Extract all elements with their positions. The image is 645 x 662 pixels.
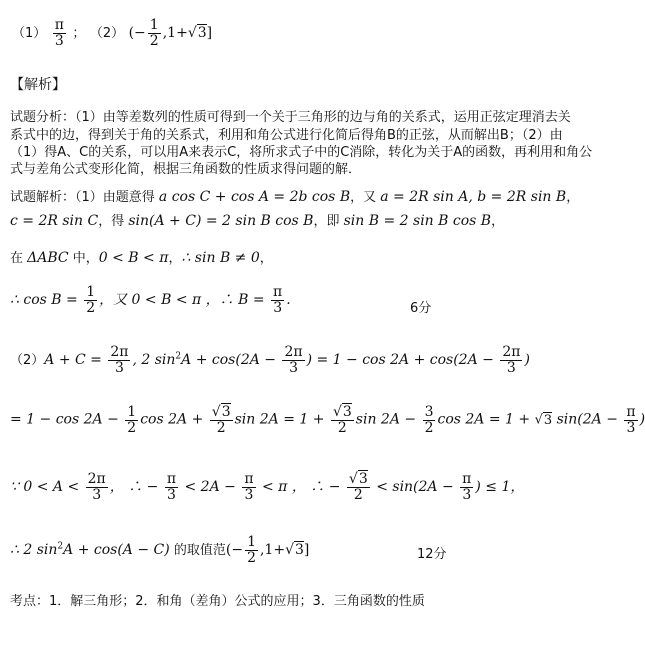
score-label-1: 6分: [410, 301, 432, 316]
equation: sin(A + C) = 2 sin B cos B: [128, 213, 314, 229]
answer-separator: ；: [72, 26, 86, 42]
answer-part2-root: 3: [197, 25, 207, 42]
solution-line-8: ∴ 2 $\sin^2A + \cos(A - C)$ 的取值范(− $\frac{1}{2}$ ,1+√3]: [10, 534, 310, 566]
analysis-line-1: 试题分析：（1）由等差数列的性质可得到一个关于三角形的边与角的关系式，运用正弦定理消去关: [10, 110, 571, 125]
sqrt-symbol: √: [285, 542, 294, 559]
section-title: 【解析】: [10, 77, 66, 93]
fraction: $\frac{√3}{2}$: [332, 404, 352, 436]
solution-line-4: ∴ cos B = $\frac{1}{2}$ ，又 0 < B < π ，∴ B = $\frac{\pi}{3}$ .: [10, 284, 291, 316]
answer-line: [12, 18, 212, 48]
fraction: $\frac{3}{2}$: [424, 404, 434, 436]
fraction: $\frac{\pi}{3}$: [626, 404, 636, 436]
answer-part2-mid: ,1+: [162, 25, 188, 42]
key-points: 考点：1．解三角形；2．和角（差角）公式的应用；3．三角函数的性质: [10, 594, 425, 609]
answer-part2-open: (−: [128, 25, 146, 42]
fraction: $\frac{1}{2}$: [86, 284, 96, 316]
fraction: $\frac{1}{2}$: [247, 534, 256, 566]
answer-part1-fraction: $\frac{\pi}{3}$: [54, 17, 64, 49]
analysis-line-3: （1）得A、C的关系，可以用A来表示C，将所求式子中的C消除，转化为关于A的函数，再利用和角公: [10, 145, 593, 160]
equation: c = 2R sin C: [10, 213, 99, 229]
fraction: $\frac{√3}{2}$: [348, 471, 368, 503]
solution-line-6: = 1 − cos 2A − $\frac{1}{2}$ cos 2A + $\frac{√3}{2}$ sin 2A = 1 + $\frac{√3}{2}$ sin 2A − $\frac{3}{2}$ cos 2A = 1 + √3 sin(2A − $\frac{\pi}{3}$ ): [10, 404, 645, 436]
answer-part2-fraction: $\frac{1}{2}$: [149, 17, 159, 49]
sqrt-symbol: √: [534, 412, 543, 428]
fraction: $\frac{√3}{2}$: [211, 404, 231, 436]
analysis-line-4: 式与差角公式变形化简，根据三角函数的性质求得问题的解．: [10, 162, 362, 177]
fraction: $\frac{1}{2}$: [127, 404, 137, 436]
fraction: $\frac{\pi}{3}$: [273, 284, 283, 316]
solution-line-2: c = 2R sin C，得 sin(A + C) = 2 sin B cos B，即 sin B = 2 sin B cos B，: [10, 213, 505, 229]
solution-line-5: （2）A + C = $\frac{2\pi}{3}$ , 2 $\sin^2A + \cos(2A$ − $\frac{2\pi}{3}$ ) = 1 − cos 2A + cos(2A − $\frac{2\pi}{3}$ ): [10, 344, 530, 376]
score-label-2: 12分: [417, 547, 447, 562]
fraction: $\frac{\pi}{3}$: [166, 471, 177, 503]
sqrt-symbol: √: [187, 25, 197, 42]
analysis-line-2: 系式中的边，得到关于角的关系式，利用和角公式进行化简后得角B的正弦，从而解出B；（2）由: [10, 128, 563, 143]
solution-line-3: 在 ΔABC 中，0 < B < π，∴ sin B ≠ 0，: [10, 250, 273, 266]
equation: a cos C + cos A = 2b cos B: [158, 189, 351, 205]
fraction: $\frac{\pi}{3}$: [462, 471, 472, 503]
equation: a = 2R sin A, b = 2R sin B: [380, 189, 567, 205]
fraction: $\frac{2\pi}{3}$: [87, 471, 106, 503]
solution-line-7: ∵ 0 < A < $\frac{2\pi}{3}$ ， ∴ − $\frac{\pi}{3}$ < 2A − $\frac{\pi}{3}$ < π ， ∴ − $\frac{√3}{2}$ < sin(2A − $\frac{\pi}{3}$ ) ≤ 1，: [10, 471, 525, 503]
fraction: $\frac{2\pi}{3}$: [284, 344, 303, 376]
answer-part1-label: （1）: [12, 26, 47, 42]
answer-part2-close: ]: [206, 25, 213, 42]
solution-line-1: 试题解析：（1）由题意得 a cos C + cos A = 2b cos B，又 a = 2R sin A, b = 2R sin B，: [10, 189, 580, 205]
answer-part2-label: （2）: [89, 26, 125, 42]
fraction: $\frac{2\pi}{3}$: [110, 344, 129, 376]
fraction: $\frac{\pi}{3}$: [244, 471, 254, 503]
fraction: $\frac{2\pi}{3}$: [502, 344, 521, 376]
equation: sin B = 2 sin B cos B: [343, 213, 492, 229]
